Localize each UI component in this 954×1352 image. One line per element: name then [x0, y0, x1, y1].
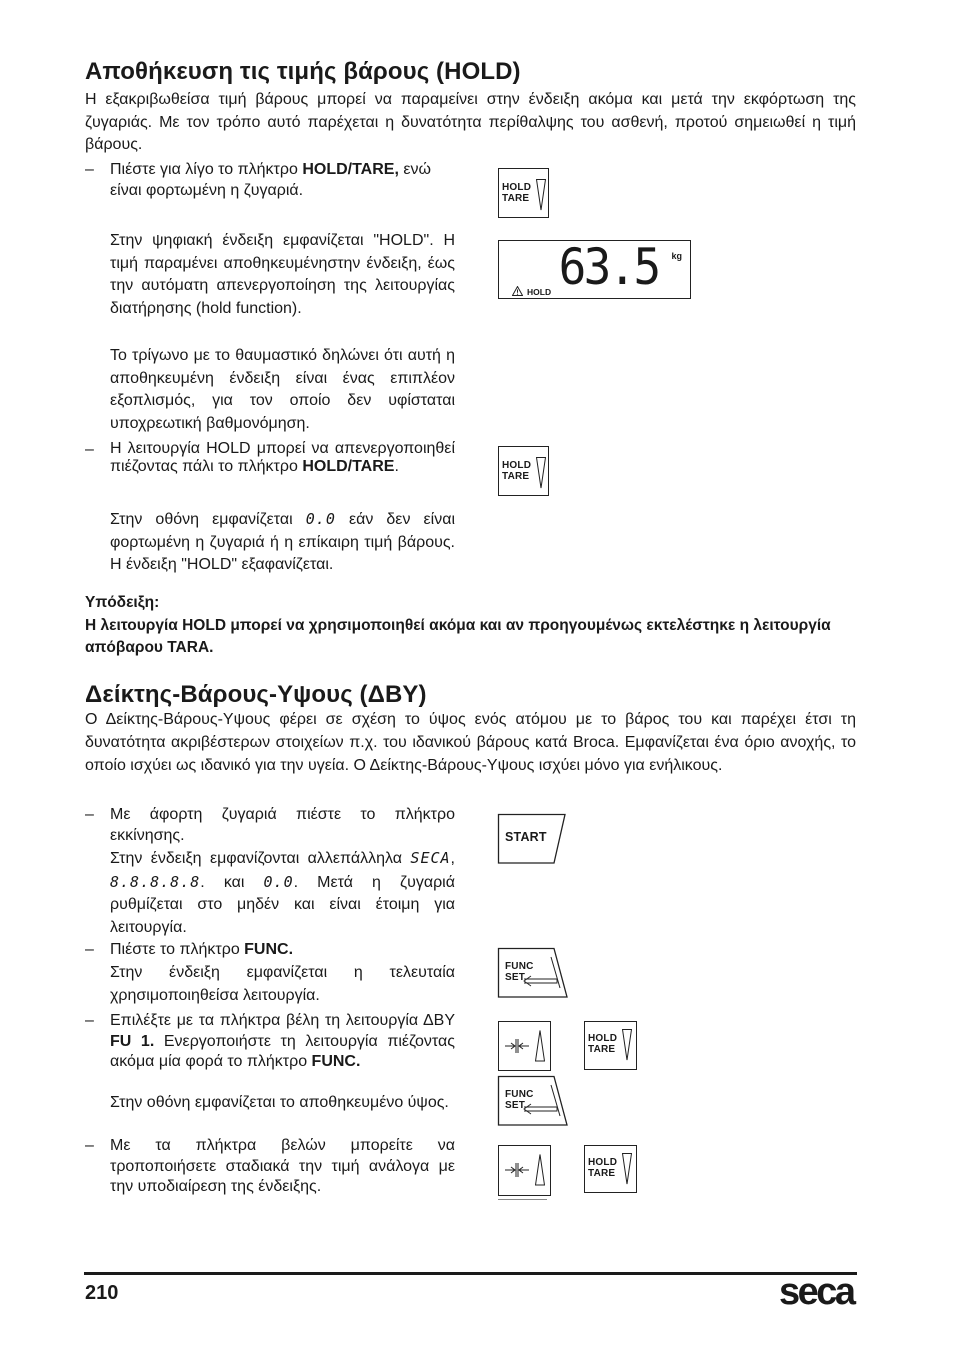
- func-key-ref: FUNC.: [244, 941, 294, 958]
- list-dash: –: [85, 1137, 94, 1154]
- arrow-keys: [498, 1145, 551, 1196]
- display-hold-label: HOLD: [527, 287, 552, 297]
- bmi-step-1-detail: Στην ένδειξη εμφανίζονται αλλεπάλληλα SECA, 8.8.8.8.8. και 0.0. Μετά η ζυγαριά ρυθμίζεται στο μηδέν και είναι έτοιμη για λειτουργία.: [110, 849, 455, 936]
- arrow-keys: [498, 1021, 551, 1071]
- list-dash: –: [85, 441, 94, 458]
- bmi-step-3: Επιλέξτε με τα πλήκτρα βέλη τη λειτουργία ΔΒΥ FU 1. Ενεργοποιήστε τη λειτουργία πιέζοντας ακόμα μία φορά το πλήκτρο FUNC.: [110, 1012, 455, 1070]
- triangle-up-icon: [535, 1154, 545, 1186]
- bmi-intro: Ο Δείκτης-Βάρους-Υψους φέρει σε σχέση το ύψος ενός ατόμου με το βάρος του και παρέχει έτσι τη δυνατότητα ακριβέστερων στοιχείων π.χ. του ιδανικού βάρους κατά Broca. Εμφανίζεται ένα όριο ανοχής, το οποίο ισχύει ως ιδανικό για την υγεία. Ο Δείκτης-Βάρους-Υψους ισχύει μόνο για ενήλικους.: [85, 711, 856, 774]
- section-title-hold: Αποθήκευση τις τιμής βάρους (HOLD): [85, 58, 521, 85]
- list-dash: –: [85, 1012, 94, 1029]
- triangle-down-icon: [622, 1029, 632, 1061]
- lcd-zero-glyph: 0.0: [305, 510, 336, 528]
- lcd-seca-glyph: SECA: [410, 849, 451, 867]
- bmi-step-3-detail: Στην οθόνη εμφανίζεται το αποθηκευμένο ύψος.: [110, 1094, 449, 1111]
- lcd-eights-glyph: 8.8.8.8.8: [110, 872, 201, 891]
- hold-intro: Η εξακριβωθείσα τιμή βάρους μπορεί να παραμείνει στην ένδειξη ακόμα και μετά την εκφόρτωση της ζυγαριάς. Με τον τρόπο αυτό παρέχεται η δυνατότητα περίθαλψης του ασθενή, προτού σημειωθεί η τιμή βάρους.: [85, 91, 856, 153]
- display-value: 63.5: [558, 238, 658, 296]
- note-text: Η λειτουργία HOLD μπορεί να χρησιμοποιηθεί ακόμα και αν προηγουμένως εκτελέστηκε η λειτουργία απόβαρου TARA.: [85, 617, 831, 656]
- bmi-step-2: Πιέστε το πλήκτρο FUNC.: [110, 941, 294, 958]
- note-title: Υπόδειξη:: [85, 594, 160, 611]
- hold-tare-key: HOLD TARE: [584, 1021, 637, 1070]
- bmi-step-2-detail: Στην ένδειξη εμφανίζεται η τελευταία χρησιμοποιηθείσα λειτουργία.: [110, 964, 455, 1004]
- page-number: 210: [85, 1282, 119, 1304]
- bmi-step-1: Με άφορτη ζυγαριά πιέστε το πλήκτρο εκκίνησης.: [110, 806, 455, 844]
- warning-triangle-icon: [512, 286, 523, 296]
- hold-tare-key: HOLD TARE: [498, 168, 549, 218]
- hold-step-2: Η λειτουργία HOLD μπορεί να απενεργοποιηθεί πιέζοντας πάλι το πλήκτρο HOLD/TARE.: [110, 440, 455, 475]
- section-title-bmi: Δείκτης-Βάρους-Υψους (ΔΒΥ): [85, 681, 427, 708]
- converge-arrows-icon: [505, 1162, 529, 1178]
- hold-display-paragraph: Στην ψηφιακή ένδειξη εμφανίζεται "HOLD". Η τιμή παραμένει αποθηκευμένηστην ένδειξη, έως την αυτόματη απενεργοποίηση της λειτουργίας διατήρησης (hold function).: [110, 232, 455, 317]
- list-dash: –: [85, 941, 94, 958]
- hold-tare-key-ref: HOLD/TARE: [302, 458, 395, 475]
- converge-arrows-icon: [505, 1038, 529, 1054]
- hold-step-1: Πιέστε για λίγο το πλήκτρο HOLD/TARE, ενώ είναι φορτωμένη η ζυγαριά.: [110, 161, 431, 199]
- hold-tare-key: HOLD TARE: [498, 446, 549, 496]
- func-key-ref: FUNC.: [311, 1053, 361, 1070]
- weight-display: [498, 240, 691, 299]
- triangle-paragraph: Το τρίγωνο με το θαυμαστικό δηλώνει ότι αυτή η αποθηκευμένη ένδειξη είναι ένας επιπλέον εξοπλισμός, για τον οποίο δεν υφίσταται υποχρεωτική βαθμονόμηση.: [110, 347, 455, 432]
- bmi-step-4: Με τα πλήκτρα βελών μπορείτε να τροποποιήσετε σταδιακά την τιμή ανάλογα με την υποδιαίρεση της ένδειξης.: [110, 1137, 455, 1195]
- triangle-down-icon: [536, 179, 546, 211]
- display-unit: kg: [671, 251, 682, 261]
- triangle-down-icon: [536, 457, 546, 489]
- seca-logo: seca: [779, 1271, 854, 1313]
- zero-display-paragraph: Στην οθόνη εμφανίζεται 0.0 εάν δεν είναι φορτωμένη η ζυγαριά ή η επίκαιρη τιμή βάρους. Η ένδειξη "HOLD" εξαφανίζεται.: [110, 510, 456, 573]
- footer-rule: [84, 1272, 857, 1275]
- triangle-up-icon: [535, 1030, 545, 1062]
- hold-tare-key-ref: HOLD/TARE,: [302, 161, 399, 178]
- triangle-down-icon: [622, 1153, 632, 1185]
- list-dash: –: [85, 806, 94, 823]
- hold-tare-key: HOLD TARE: [584, 1145, 637, 1193]
- start-key-label: START: [505, 830, 547, 844]
- lcd-zero-glyph: 0.0: [263, 872, 294, 891]
- list-dash: –: [85, 161, 94, 178]
- key-shadow-line: [498, 1199, 547, 1200]
